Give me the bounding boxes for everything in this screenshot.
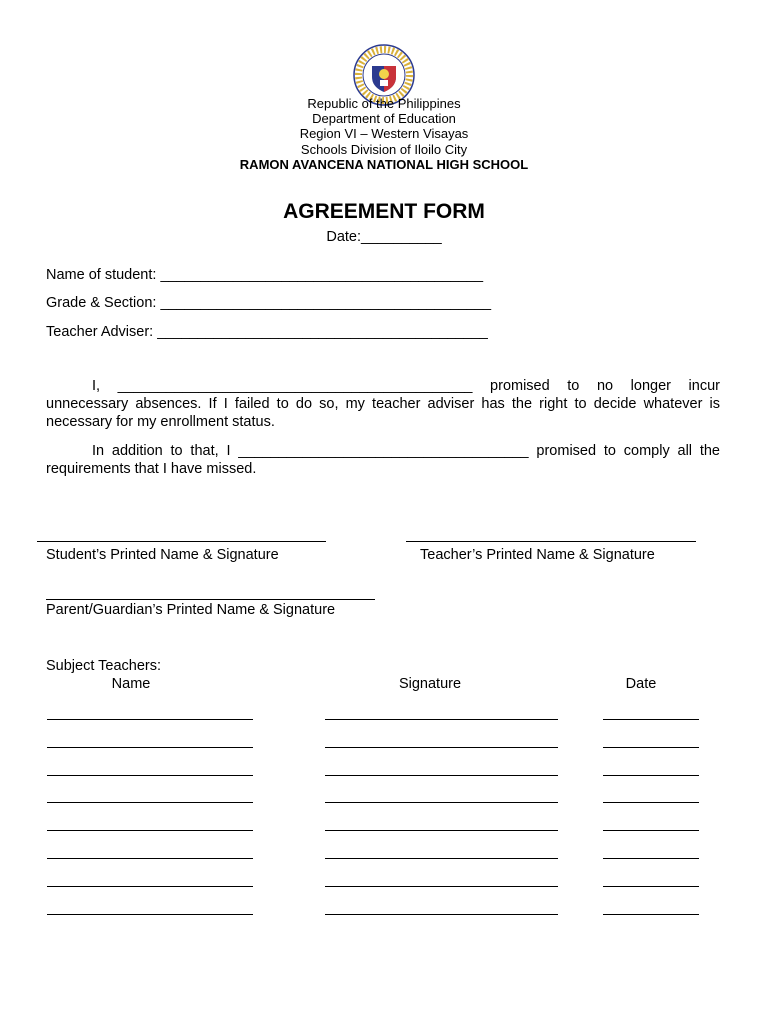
header-school-name: RAMON AVANCENA NATIONAL HIGH SCHOOL — [239, 157, 529, 172]
teacher-adviser-field: Teacher Adviser: _________________________________________ — [46, 324, 488, 340]
signature-line — [325, 830, 558, 831]
teacher-signature-label: Teacher’s Printed Name & Signature — [420, 547, 655, 563]
signature-line — [325, 802, 558, 803]
student-name-field: Name of student: ________________________________________ — [46, 267, 484, 283]
date-line — [603, 858, 699, 859]
header-department: Department of Education — [312, 111, 456, 126]
grade-section-field: Grade & Section: _________________________________________ — [46, 295, 492, 311]
column-header-signature: Signature — [398, 676, 462, 692]
name-line — [47, 802, 253, 803]
teacher-signature-line — [406, 541, 696, 542]
name-line — [47, 886, 253, 887]
column-header-date: Date — [625, 676, 657, 692]
name-line — [47, 719, 253, 720]
student-signature-label: Student’s Printed Name & Signature — [46, 547, 279, 563]
subject-teachers-label: Subject Teachers: — [46, 658, 161, 674]
signature-line — [325, 747, 558, 748]
parent-signature-line — [46, 599, 375, 600]
date-line — [603, 830, 699, 831]
name-line — [47, 747, 253, 748]
agreement-paragraph-absences: I, ____________________________________________ promised to no longer incur unnecessary absences. If I failed to do so, my teacher adviser has the right to decide whatever is necessary for my enrollment status. — [46, 378, 720, 430]
date-field: Date:__________ — [326, 229, 442, 245]
name-line — [47, 858, 253, 859]
signature-line — [325, 914, 558, 915]
signature-line — [325, 719, 558, 720]
signature-line — [325, 886, 558, 887]
signature-line — [325, 858, 558, 859]
date-line — [603, 719, 699, 720]
agreement-paragraph-requirements: In addition to that, I ____________________________________ promised to comply all the requirements that I have missed. — [46, 443, 720, 477]
date-line — [603, 802, 699, 803]
column-header-name: Name — [111, 676, 151, 692]
parent-signature-label: Parent/Guardian’s Printed Name & Signature — [46, 602, 336, 618]
signature-line — [325, 775, 558, 776]
name-line — [47, 830, 253, 831]
header-division: Schools Division of Iloilo City — [300, 142, 468, 157]
date-line — [603, 886, 699, 887]
date-line — [603, 747, 699, 748]
name-line — [47, 914, 253, 915]
form-title: AGREEMENT FORM — [283, 200, 485, 223]
name-line — [47, 775, 253, 776]
header-region: Region VI – Western Visayas — [299, 126, 469, 141]
header-republic: Republic of the Philippines — [307, 96, 461, 111]
date-line — [603, 775, 699, 776]
date-line — [603, 914, 699, 915]
student-signature-line — [37, 541, 326, 542]
